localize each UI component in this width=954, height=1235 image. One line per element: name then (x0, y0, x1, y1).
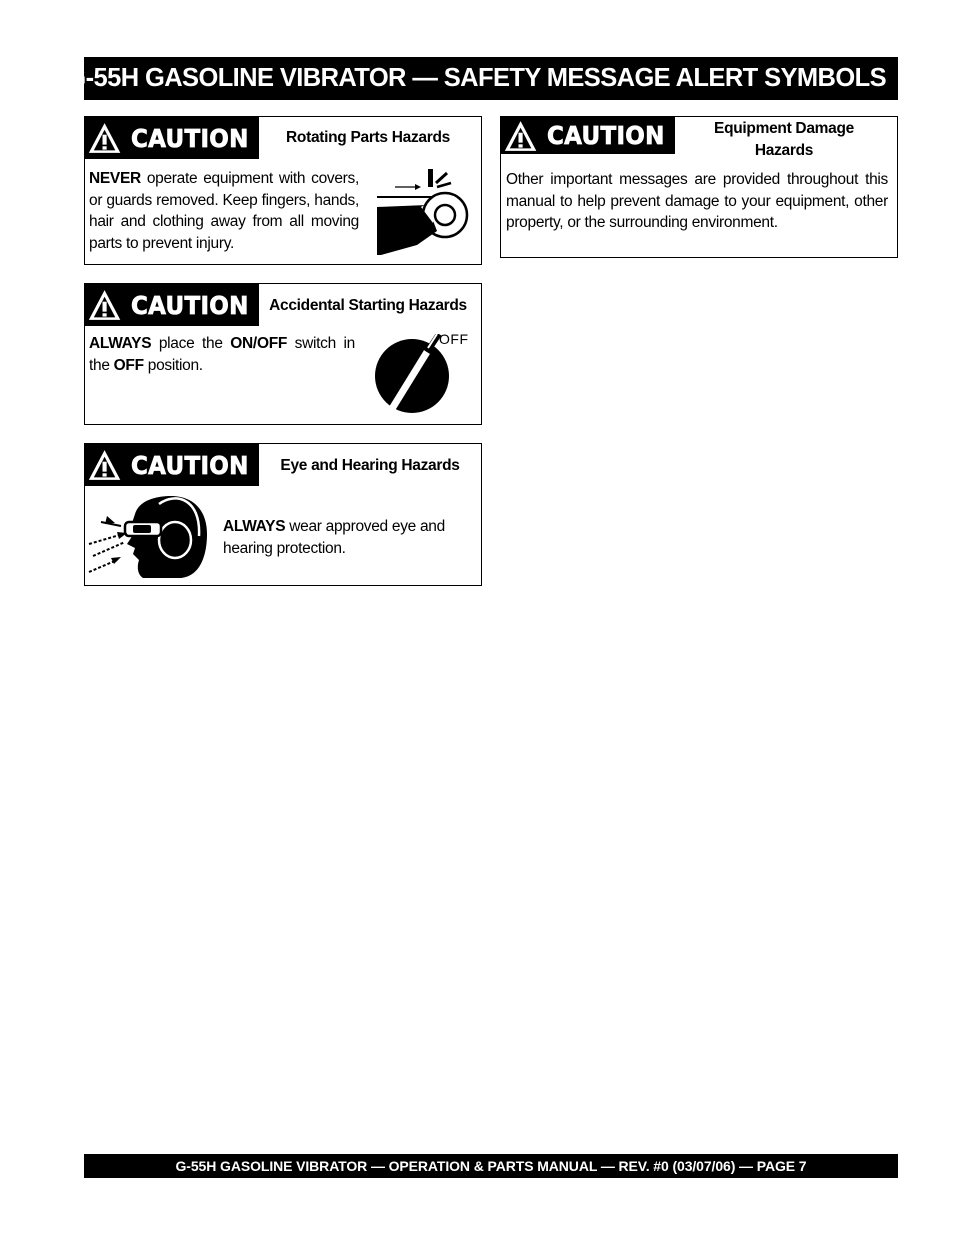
hazard-message (89, 168, 359, 254)
caution-accidental-starting (84, 283, 482, 425)
message-text: place the (151, 335, 231, 352)
hazard-title: Rotating Parts Hazards (286, 129, 450, 146)
warning-triangle-icon (88, 446, 121, 484)
eye-hearing-protection-icon (87, 496, 211, 582)
hazard-title-line: Equipment Damage (714, 120, 854, 137)
caution-word: CAUTION (131, 450, 249, 480)
warning-triangle-icon (88, 119, 121, 157)
caution-label (85, 284, 259, 326)
caution-word: CAUTION (547, 121, 665, 150)
message-text: wear approved eye and hearing protection. (223, 518, 445, 557)
hazard-message (223, 516, 463, 559)
caution-eye-hearing (84, 443, 482, 586)
page-title: G-55H GASOLINE VIBRATOR — SAFETY MESSAGE ALERT SYMBOLS (84, 57, 898, 100)
hazard-title: Eye and Hearing Hazards (280, 457, 460, 474)
hazard-message: Other important messages are provided throughout this manual to help prevent damage to your equipment, other property, or the surrounding environment. (506, 171, 888, 231)
caution-label (501, 117, 675, 154)
position-name: OFF (113, 356, 144, 374)
caution-rotating-parts (84, 116, 482, 265)
hazard-title: Accidental Starting Hazards (269, 297, 467, 314)
page-footer: G-55H GASOLINE VIBRATOR — OPERATION & PARTS MANUAL — REV. #0 (03/07/06) — PAGE 7 (84, 1154, 898, 1178)
caution-word: CAUTION (131, 123, 249, 153)
caution-label (85, 117, 259, 159)
emphasis-never: NEVER (89, 170, 141, 187)
emphasis-always: ALWAYS (223, 518, 286, 535)
rotating-parts-icon (375, 163, 471, 259)
hazard-message (89, 333, 355, 376)
caution-word: CAUTION (131, 290, 249, 320)
hazard-title (681, 118, 887, 162)
message-text: switch in the (89, 335, 355, 374)
caution-equipment-damage (500, 116, 898, 258)
off-switch-icon (371, 334, 453, 416)
message-text: position. (143, 356, 203, 374)
emphasis-always: ALWAYS (89, 335, 152, 352)
message-text: operate equipment with covers, or guards removed. Keep fingers, hands, hair and clothing away from all moving parts to prevent injury. (89, 170, 359, 252)
warning-triangle-icon (504, 119, 537, 153)
switch-off-label: OFF (439, 331, 469, 347)
warning-triangle-icon (88, 286, 121, 324)
caution-label (85, 444, 259, 486)
hazard-title-line: Hazards (754, 142, 814, 159)
switch-name: ON/OFF (230, 335, 288, 352)
